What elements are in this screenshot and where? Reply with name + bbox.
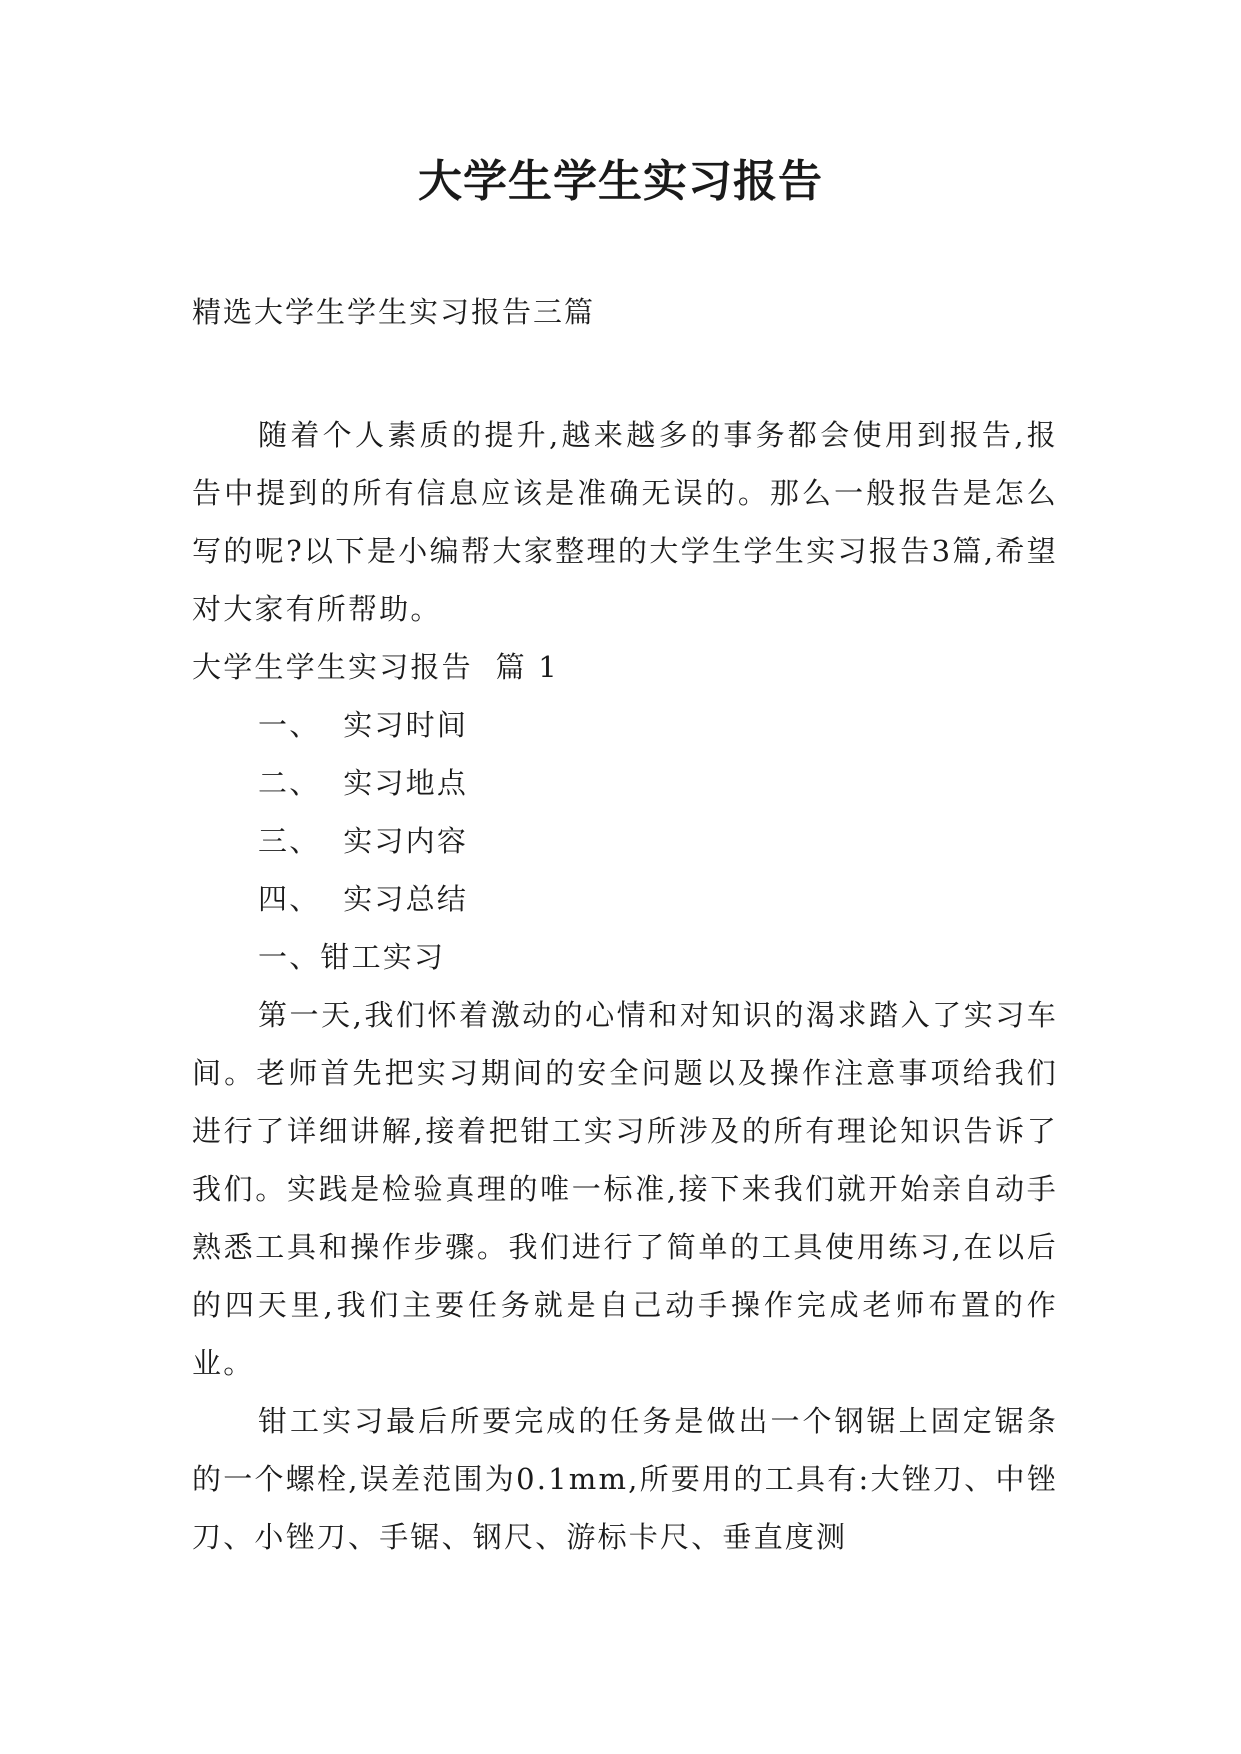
outline-item-location: 二、 实习地点 — [258, 766, 469, 800]
document-body — [192, 406, 1058, 1566]
outline-item-time: 一、 实习时间 — [258, 708, 469, 742]
document-title: 大学生学生实习报告 — [418, 156, 823, 207]
document-subtitle: 精选大学生学生实习报告三篇 — [192, 295, 596, 329]
outline-item-summary: 四、 实习总结 — [258, 882, 469, 916]
body-paragraph: 第一天,我们怀着激动的心情和对知识的渴求踏入了实习车间。老师首先把实习期间的安全问题以及操作注意事项给我们进行了详细讲解,接着把钳工实习所涉及的所有理论知识告诉了我们。实践是检验真理的唯一标准,接下来我们就开始亲自动手熟悉工具和操作步骤。我们进行了简单的工具使用练习,在以后的四天里,我们主要任务就是自己动手操作完成老师布置的作业。 — [192, 998, 1058, 1380]
body-paragraph: 钳工实习最后所要完成的任务是做出一个钢锯上固定锯条的一个螺栓,误差范围为0.1mm,所要用的工具有:大锉刀、中锉刀、小锉刀、手锯、钢尺、游标卡尺、垂直度测 — [192, 1404, 1058, 1554]
outline-item-content: 三、 实习内容 — [258, 824, 469, 858]
section-heading: 大学生学生实习报告 篇 1 — [192, 650, 559, 684]
sub-heading: 一、钳工实习 — [258, 940, 446, 974]
intro-paragraph: 随着个人素质的提升,越来越多的事务都会使用到报告,报告中提到的所有信息应该是准确无误的。那么一般报告是怎么写的呢?以下是小编帮大家整理的大学生学生实习报告3篇,希望对大家有所帮助。 — [192, 418, 1058, 626]
